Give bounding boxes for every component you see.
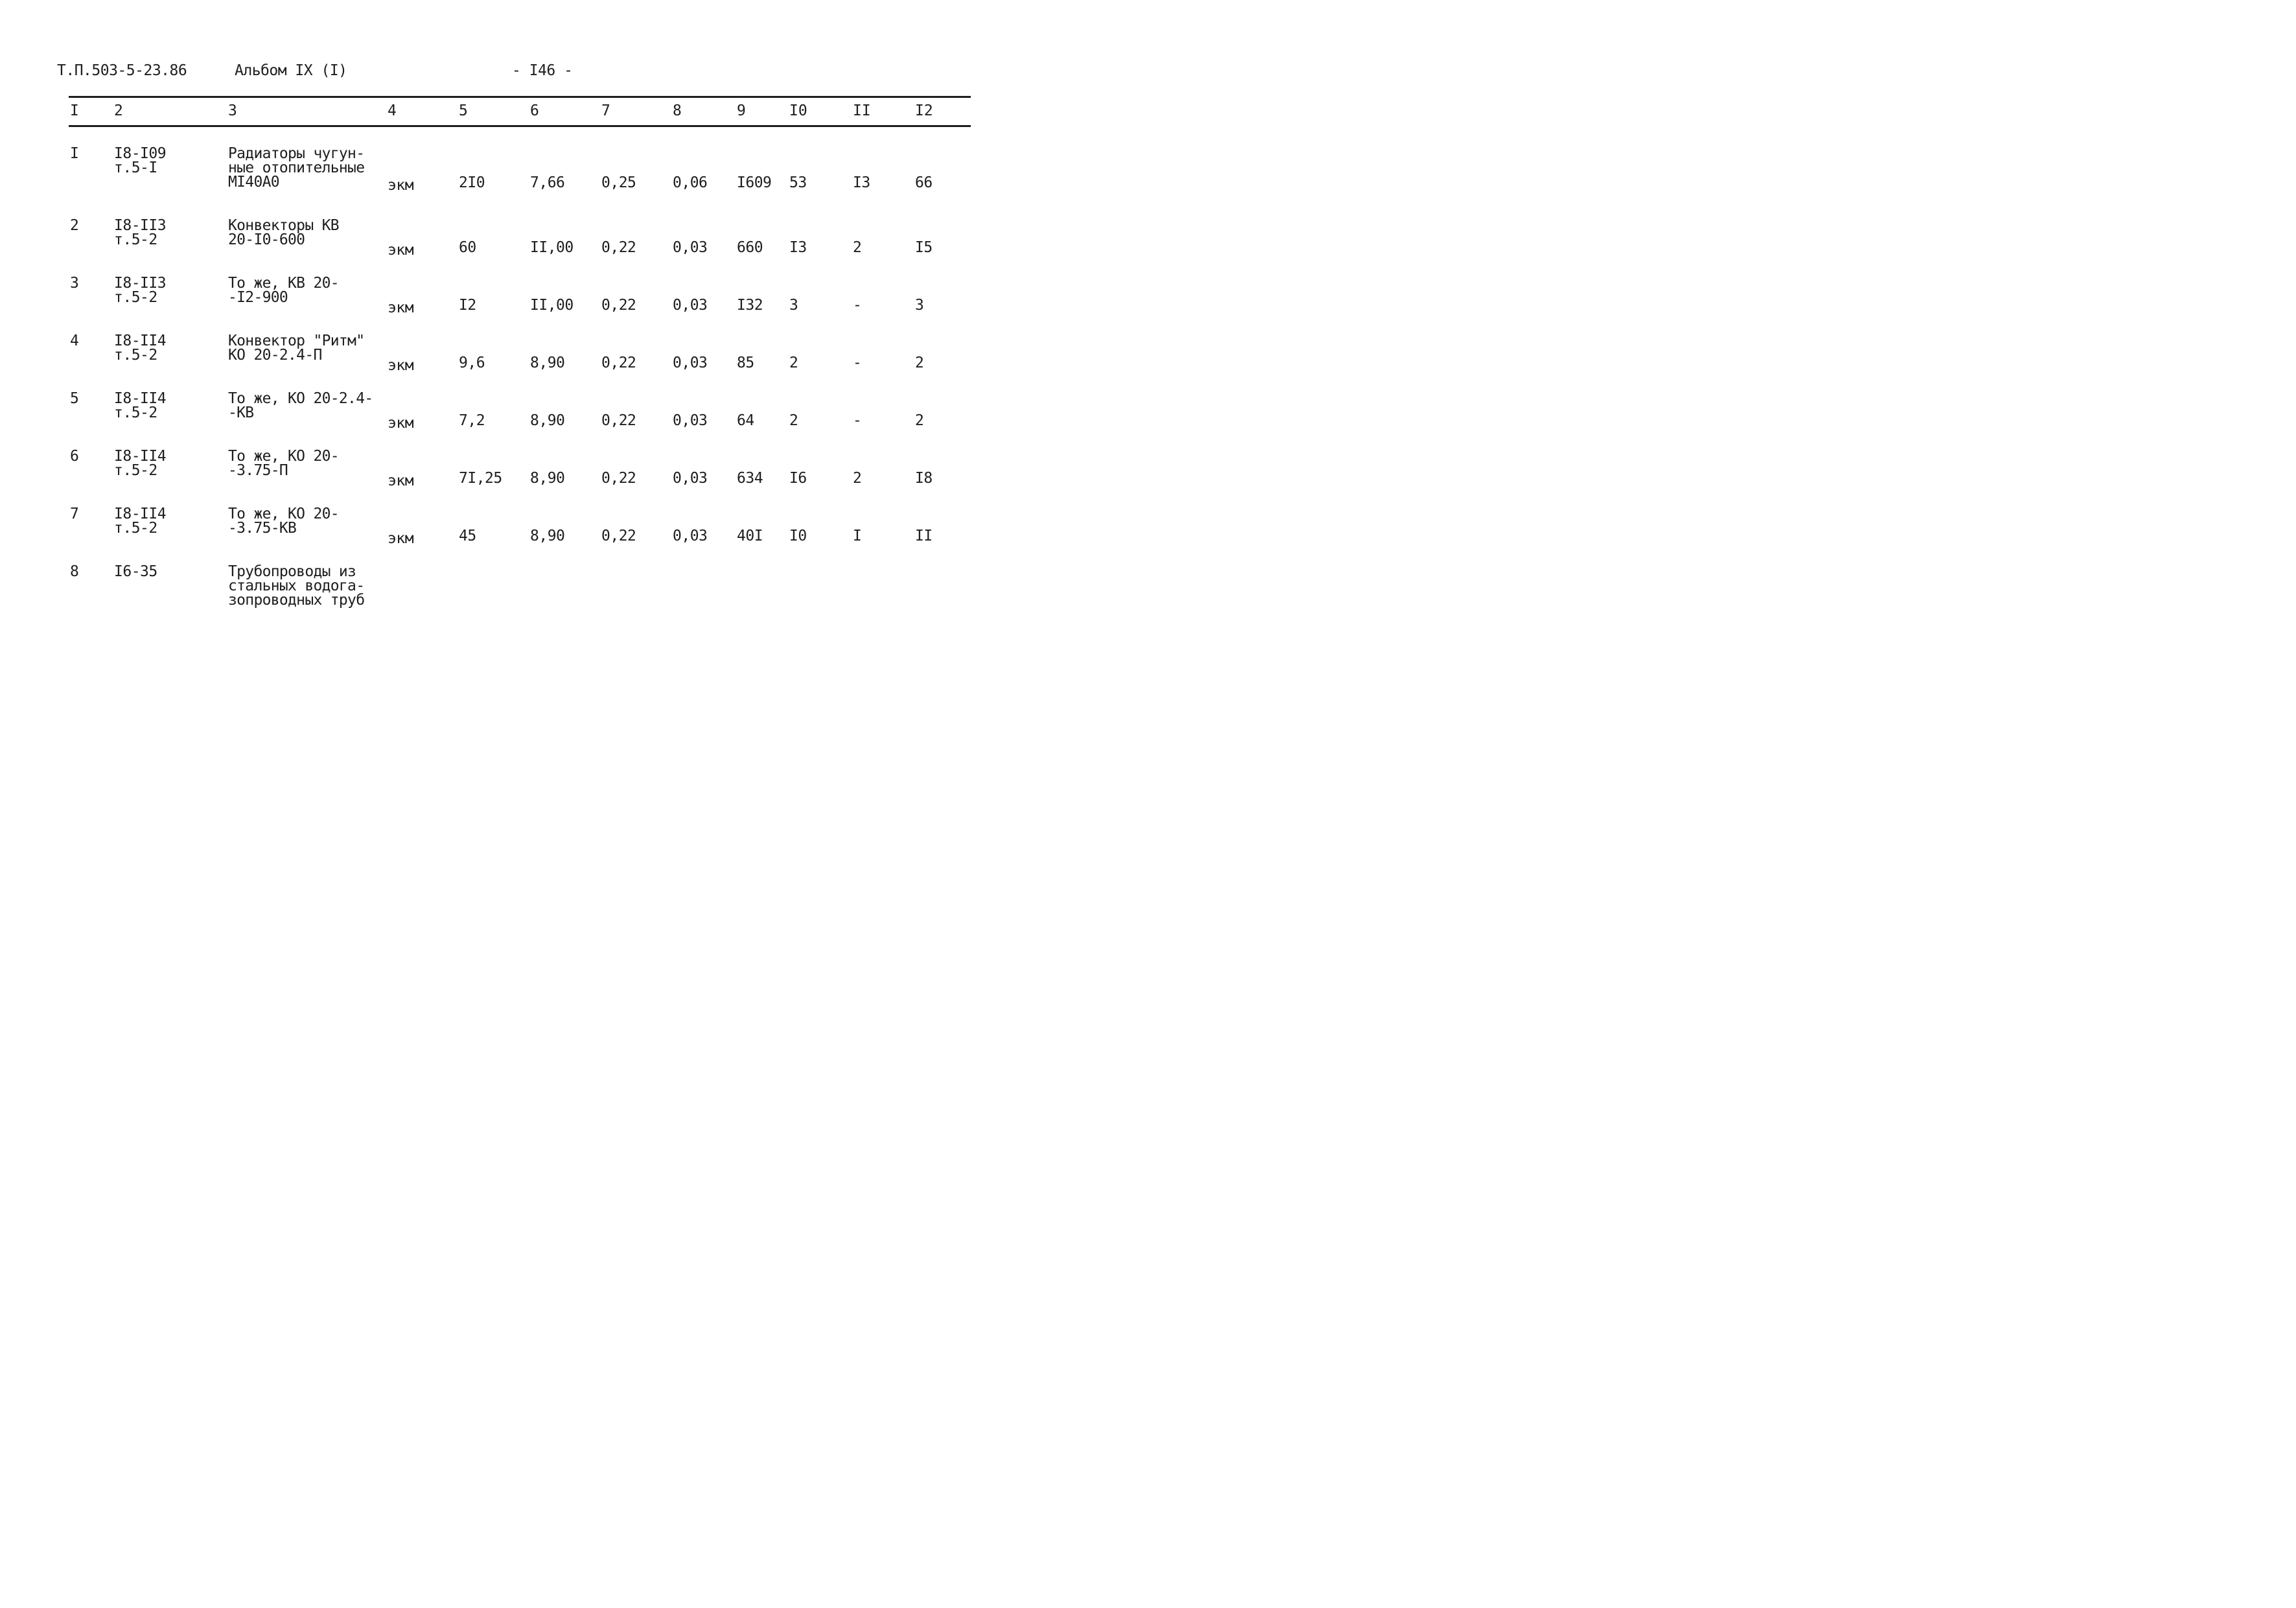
norm-code	[114, 146, 166, 175]
value-cell-col12: 3	[915, 297, 924, 314]
column-header-1: I	[70, 102, 79, 119]
value-cell-col5: 7,2	[459, 412, 485, 429]
column-header-6: 6	[530, 102, 539, 119]
unit-cell: экм	[388, 530, 414, 547]
work-description	[228, 276, 339, 305]
value-cell-col9: 660	[737, 239, 763, 256]
norm-code	[114, 449, 166, 478]
norm-code-line: т.5-2	[114, 231, 157, 248]
value-cell-col10: I6	[789, 470, 807, 487]
value-cell-col8: 0,03	[673, 297, 708, 314]
value-cell-col6: 8,90	[530, 355, 565, 371]
row-number: 8	[70, 563, 79, 580]
work-description-line: То же, КО 20-	[228, 506, 339, 522]
work-description-line: То же, КВ 20-	[228, 275, 339, 292]
column-header-7: 7	[601, 102, 610, 119]
work-description-line: -I2-900	[228, 289, 288, 306]
work-description-line: ные отопительные	[228, 159, 365, 176]
column-header-12: I2	[915, 102, 933, 119]
column-header-4: 4	[388, 102, 397, 119]
column-header-9: 9	[737, 102, 746, 119]
column-header-2: 2	[114, 102, 123, 119]
value-cell-col7: 0,22	[601, 412, 636, 429]
norm-code-line: т.5-2	[114, 289, 157, 306]
work-description-line: 20-I0-600	[228, 231, 305, 248]
work-description-line: Конвектор "Ритм"	[228, 332, 365, 349]
norm-code	[114, 218, 166, 247]
row-number: I	[70, 145, 79, 162]
work-description-line: Конвекторы КВ	[228, 217, 339, 234]
value-cell-col5: 9,6	[459, 355, 485, 371]
value-cell-col12: 2	[915, 412, 924, 429]
row-number: 6	[70, 448, 79, 465]
norm-code	[114, 276, 166, 305]
value-cell-col6: 8,90	[530, 412, 565, 429]
value-cell-col12: II	[915, 528, 933, 544]
value-cell-col11: I3	[853, 174, 870, 191]
column-header-3: 3	[228, 102, 237, 119]
work-description-line: стальных водога-	[228, 577, 365, 594]
work-description-line: -3.75-КВ	[228, 520, 297, 537]
value-cell-col7: 0,22	[601, 297, 636, 314]
work-description	[228, 449, 339, 478]
value-cell-col11: -	[853, 297, 862, 314]
value-cell-col8: 0,03	[673, 412, 708, 429]
unit-cell: экм	[388, 242, 414, 259]
value-cell-col6: 8,90	[530, 528, 565, 544]
column-header-11: II	[853, 102, 871, 119]
norm-code	[114, 565, 157, 579]
norm-code-line: I8-I09	[114, 145, 167, 162]
norm-code-line: I8-II4	[114, 332, 167, 349]
work-description-line: Трубопроводы из	[228, 563, 356, 580]
value-cell-col5: 45	[459, 528, 476, 544]
value-cell-col7: 0,25	[601, 174, 636, 191]
work-description	[228, 146, 364, 189]
column-header-8: 8	[673, 102, 682, 119]
value-cell-col6: 7,66	[530, 174, 565, 191]
unit-cell: экм	[388, 415, 414, 432]
page-number: - I46 -	[512, 62, 573, 79]
work-description-line: То же, КО 20-2.4-	[228, 390, 373, 407]
work-description-line: То же, КО 20-	[228, 448, 339, 465]
row-number: 4	[70, 332, 79, 349]
unit-cell: экм	[388, 357, 414, 374]
norm-code-line: т.5-2	[114, 462, 157, 479]
row-number: 2	[70, 217, 79, 234]
table-header-rule	[69, 125, 971, 127]
value-cell-col10: 3	[789, 297, 798, 314]
value-cell-col7: 0,22	[601, 239, 636, 256]
value-cell-col11: 2	[853, 470, 862, 487]
value-cell-col7: 0,22	[601, 528, 636, 544]
work-description	[228, 391, 373, 420]
value-cell-col7: 0,22	[601, 470, 636, 487]
value-cell-col11: -	[853, 412, 862, 429]
value-cell-col8: 0,03	[673, 239, 708, 256]
value-cell-col7: 0,22	[601, 355, 636, 371]
value-cell-col9: 64	[737, 412, 754, 429]
album-label: Альбом IX (I)	[235, 62, 347, 79]
value-cell-col9: I32	[737, 297, 763, 314]
norm-code	[114, 507, 166, 535]
norm-code-line: I6-35	[114, 563, 157, 580]
value-cell-col5: I2	[459, 297, 476, 314]
value-cell-col11: -	[853, 355, 862, 371]
value-cell-col9: I609	[737, 174, 772, 191]
norm-code-line: т.5-2	[114, 347, 157, 364]
work-description-line: MI40A0	[228, 174, 279, 191]
value-cell-col6: II,00	[530, 239, 574, 256]
work-description	[228, 565, 364, 607]
norm-code	[114, 391, 166, 420]
norm-code-line: т.5-2	[114, 520, 157, 537]
work-description-line: -3.75-П	[228, 462, 288, 479]
value-cell-col10: I3	[789, 239, 807, 256]
work-description	[228, 334, 364, 362]
norm-code-line: I8-II3	[114, 275, 167, 292]
row-number: 5	[70, 390, 79, 407]
work-description-line: -КВ	[228, 404, 254, 421]
value-cell-col5: 2I0	[459, 174, 485, 191]
value-cell-col8: 0,03	[673, 528, 708, 544]
value-cell-col12: 2	[915, 355, 924, 371]
work-description	[228, 218, 339, 247]
unit-cell: экм	[388, 472, 414, 489]
value-cell-col10: 2	[789, 355, 798, 371]
value-cell-col10: 53	[789, 174, 807, 191]
value-cell-col5: 60	[459, 239, 476, 256]
unit-cell: экм	[388, 299, 414, 316]
work-description-line: зопроводных труб	[228, 592, 365, 609]
value-cell-col12: 66	[915, 174, 933, 191]
value-cell-col10: I0	[789, 528, 807, 544]
row-number: 7	[70, 506, 79, 522]
value-cell-col9: 40I	[737, 528, 763, 544]
value-cell-col5: 7I,25	[459, 470, 502, 487]
value-cell-col6: II,00	[530, 297, 574, 314]
value-cell-col8: 0,03	[673, 470, 708, 487]
norm-code	[114, 334, 166, 362]
value-cell-col12: I8	[915, 470, 933, 487]
work-description-line: КО 20-2.4-П	[228, 347, 322, 364]
value-cell-col10: 2	[789, 412, 798, 429]
norm-code-line: I8-II3	[114, 217, 167, 234]
value-cell-col8: 0,03	[673, 355, 708, 371]
norm-code-line: т.5-2	[114, 404, 157, 421]
document-code: Т.П.503-5-23.86	[57, 62, 187, 79]
value-cell-col11: 2	[853, 239, 862, 256]
unit-cell: экм	[388, 177, 414, 194]
value-cell-col11: I	[853, 528, 862, 544]
column-header-10: I0	[789, 102, 807, 119]
work-description-line: Радиаторы чугун-	[228, 145, 365, 162]
column-header-5: 5	[459, 102, 468, 119]
row-number: 3	[70, 275, 79, 292]
value-cell-col8: 0,06	[673, 174, 708, 191]
work-description	[228, 507, 339, 535]
norm-code-line: I8-II4	[114, 448, 167, 465]
table-top-rule	[69, 96, 971, 98]
value-cell-col9: 85	[737, 355, 754, 371]
norm-code-line: т.5-I	[114, 159, 157, 176]
norm-code-line: I8-II4	[114, 506, 167, 522]
value-cell-col6: 8,90	[530, 470, 565, 487]
norm-code-line: I8-II4	[114, 390, 167, 407]
value-cell-col12: I5	[915, 239, 933, 256]
value-cell-col9: 634	[737, 470, 763, 487]
